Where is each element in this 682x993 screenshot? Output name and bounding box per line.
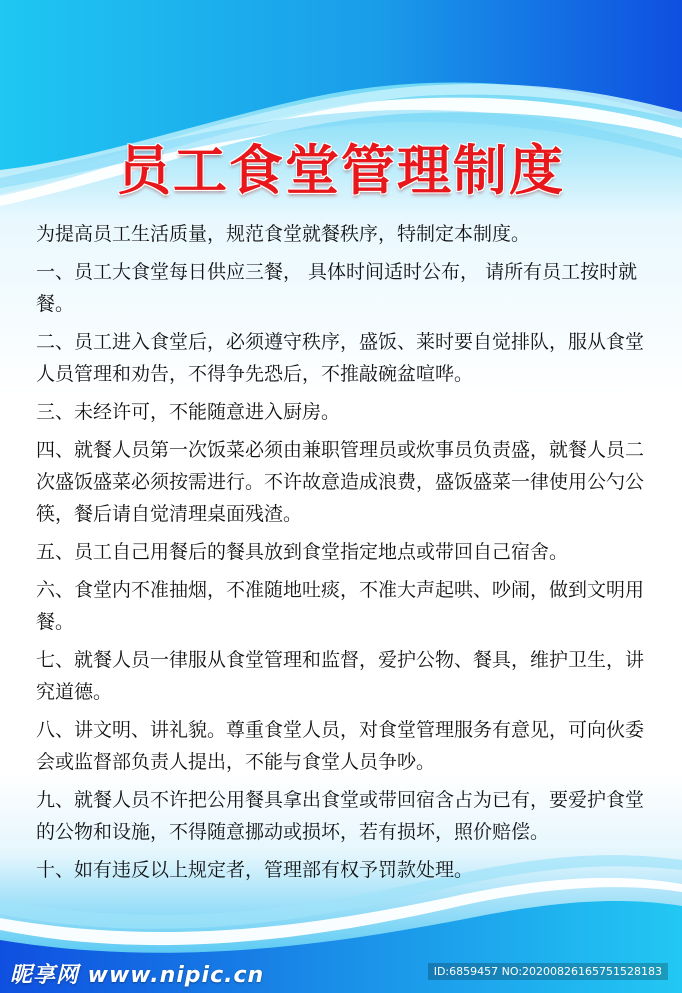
- watermark-logo: 昵享网 www.nipic.cn: [10, 963, 265, 988]
- paragraph-rule-10: 十、如有违反以上规定者，管理部有权予罚款处理。: [36, 859, 474, 881]
- paragraph-rule-9: 九、就餐人员不许把公用餐具拿出食堂或带回宿含占为已有，要爱护食堂的公物和设施，不得随意挪动或损坏，若有损坏，照价赔偿。: [36, 789, 645, 843]
- paragraph-rule-3: 三、未经许可，不能随意进入厨房。: [36, 401, 341, 423]
- paragraph-rule-4: 四、就餐人员第一次饭菜必须由兼职管理员或炊事员负责盛，就餐人员二次盛饭盛菜必须按需进行。不许故意造成浪费，盛饭盛菜一律使用公勺公筷，餐后请自觉清理桌面残渣。: [36, 439, 645, 525]
- watermark-id: ID:6859457 NO:20200826165751528183: [428, 963, 668, 980]
- paragraph-intro: 为提高员工生活质量，规范食堂就餐秩序，特制定本制度。: [36, 223, 531, 245]
- paragraph-rule-6: 六、食堂内不准抽烟，不准随地吐痰，不准大声起哄、吵闹，做到文明用餐。: [36, 579, 645, 633]
- paragraph-rule-7: 七、就餐人员一律服从食堂管理和监督，爱护公物、餐具，维护卫生，讲究道德。: [36, 649, 645, 703]
- paragraph-rule-5: 五、员工自己用餐后的餐具放到食堂指定地点或带回自己宿舍。: [36, 541, 569, 563]
- rules-body: [36, 218, 654, 892]
- paragraph-rule-1: 一、员工大食堂每日供应三餐， 具体时间适时公布， 请所有员工按时就餐。: [36, 261, 638, 315]
- page-title: 员工食堂管理制度: [117, 139, 565, 202]
- paragraph-rule-8: 八、讲文明、讲礼貌。尊重食堂人员，对食堂管理服务有意见，可向伙委会或监督部负责人提出，不能与食堂人员争吵。: [36, 719, 645, 773]
- paragraph-rule-2: 二、员工进入食堂后，必须遵守秩序，盛饭、莱时要自觉排队，服从食堂人员管理和劝告，不得争先恐后，不推敲碗盆喧哗。: [36, 331, 645, 385]
